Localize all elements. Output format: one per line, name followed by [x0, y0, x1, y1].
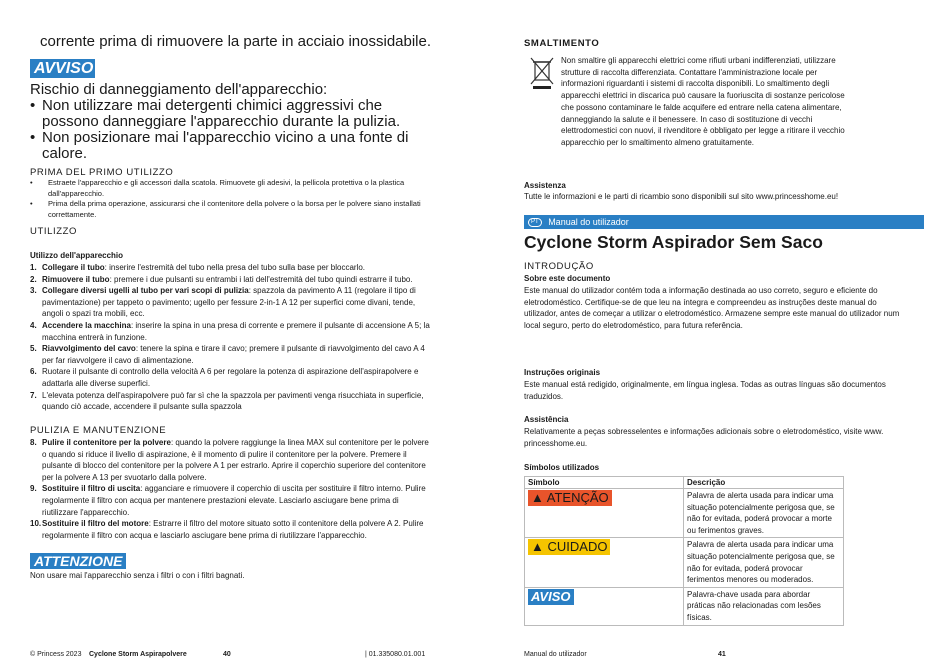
- list-item: 7. L'elevata potenza dell'aspirapolvere può far sì che la spazzola per pavimenti venga risucchiata in superficie, quando ciò accade, accendere il pulsante sulla spazzola: [30, 390, 424, 412]
- list-item: • Non posizionare mai l'apparecchio vicino a una fonte di calore.: [30, 129, 409, 162]
- list-item: 1. Collegare il tubo: inserire l'estremità del tubo nella presa del tubo sulla base per bloccarlo.: [30, 263, 366, 272]
- assistenza-heading: Assistenza: [524, 181, 566, 190]
- use-heading: UTILIZZO: [30, 226, 78, 237]
- list-item: • Non utilizzare mai detergenti chimici aggressivi che possono danneggiare l'apparecchio durante la pulizia.: [30, 97, 401, 130]
- atencao-badge: ▲ ATENÇÃO: [528, 490, 612, 506]
- list-item: • Estraete l'apparecchio e gli accessori dalla scatola. Rimuovete gli adesivi, la pellicola protettiva o la plastica dall'apparecchio.: [30, 178, 405, 198]
- avviso-label: AVVISO: [30, 59, 95, 78]
- clean-list: [30, 437, 430, 541]
- about-heading: Sobre este documento: [524, 274, 611, 283]
- about-text: Este manual do utilizador contém toda a informação destinada ao uso correto, seguro e eficiente do eletrodoméstico. Certifique-se de que leu na íntegra e compreendeu as instruções deste manual do utilizador, antes de começar a utilizar o eletrodoméstico. Armazene sempre este manual do utilizador num local seguro, perto do eletrodoméstico, para futura referência.: [524, 286, 900, 330]
- list-item: 5. Riavvolgimento del cavo: tenere la spina e tirare il cavo; premere il pulsante di riavvolgimento del cavo A 4 per far riavvolgere il cavo di alimentazione.: [30, 344, 425, 365]
- crossed-bin-icon: [529, 56, 555, 90]
- banner-label: Manual do utilizador: [548, 217, 629, 227]
- list-item: 8. Pulire il contenitore per la polvere: quando la polvere raggiunge la linea MAX sul contenitore per le polvere o quando si riduce il livello di aspirazione, è il momento di pulire il contenitore per la polvere. Premere il pulsante di blocco del contenitore per la polvere A 1 per estrarlo. Aprire il coperchio superiore del contenitore per la polvere A 13 per svuotarlo dalla polvere.: [30, 438, 429, 482]
- footer-page-right: 41: [718, 651, 726, 658]
- attenzione-label: ATTENZIONE: [30, 553, 126, 569]
- list-item: 2. Rimuovere il tubo: premere i due pulsanti su entrambi i lati dell'estremità del tubo quindi estrarre il tubo.: [30, 274, 413, 284]
- cuidado-badge: ▲ CUIDADO: [528, 539, 610, 555]
- intro-line: corrente prima di rimuovere la parte in acciaio inossidabile.: [40, 33, 432, 50]
- warning-triangle-icon: ▲: [531, 539, 544, 555]
- list-item: 10. Sostituire il filtro del motore: Estrarre il filtro del motore situato sotto il contenitore della polvere A 2. Pulire regolarmente il filtro con acqua e lasciarlo asciugare bene prima di riutilizzare l'apparecchio.: [30, 519, 424, 540]
- page-title: Cyclone Storm Aspirador Sem Saco: [524, 232, 823, 252]
- footer-product: Cyclone Storm Aspirapolvere: [89, 651, 187, 658]
- assistenza-text: Tutte le informazioni e le parti di ricambio sono disponibili sul sito www.princesshome.eu!: [524, 192, 839, 201]
- smaltimento-text: Non smaltire gli apparecchi elettrici come rifiuti urbani indifferenziati, utilizzare strutture di raccolta differenziata. Contattare l'amministrazione locale per informazioni riguardanti i sistemi di raccolta disponibili. Lo smaltimento degli apparecchi elettrici in discarica può causare la fuoriuscita di sostanze pericolose che possono contaminare le falde acquifere ed entrare nella catena alimentare, danneggiando la salute e il benessere. In caso di sostituzione di vecchi elettrodomestici con nuovi, il rivenditore è obbligato per legge a ritirare il vecchio apparecchio per lo smaltimento almeno gratuitamente.: [561, 56, 845, 147]
- footer-manual-label: Manual do utilizador: [524, 651, 587, 658]
- use-subheading: Utilizzo dell'apparecchio: [30, 251, 124, 260]
- symbols-heading: Símbolos utilizados: [524, 463, 600, 472]
- list-item: • Prima della prima operazione, assicurarsi che il contenitore della polvere o la borsa per le polvere siano installati correttamente.: [30, 199, 421, 219]
- orig-text: Este manual está redigido, originalmente, em língua inglesa. Todas as outras línguas são documentos traduzidos.: [524, 380, 886, 401]
- list-item: 4. Accendere la macchina: inserire la spina in una presa di corrente e premere il pulsante di accensione A 5; la macchina entrerà in funzione.: [30, 320, 430, 342]
- first-use-list: [30, 178, 430, 220]
- table-header: Símbolo: [525, 477, 684, 489]
- pt-tag: PT: [528, 218, 542, 227]
- first-use-heading: PRIMA DEL PRIMO UTILIZZO: [30, 167, 174, 178]
- table-row: AVISO Palavra-chave usada para abordar práticas não relacionadas com lesões físicas.: [525, 587, 844, 625]
- avviso-badge: [30, 59, 95, 78]
- assistencia-text: Relativamente a peças sobresselentes e informações adicionais sobre o eletrodoméstico, visite www. princesshome.eu.: [524, 427, 884, 448]
- language-banner: [524, 215, 924, 229]
- table-header-row: [525, 477, 844, 489]
- warning-triangle-icon: ▲: [531, 490, 544, 505]
- use-list: [30, 262, 430, 413]
- avviso-title: Rischio di danneggiamento dell'apparecchio:: [30, 81, 328, 98]
- avviso-block: [30, 82, 430, 162]
- aviso-badge: AVISO: [528, 589, 574, 605]
- list-item: 9. Sostituire il filtro di uscita: agganciare e rimuovere il coperchio di uscita per sostituire il filtro interno. Pulire regolarmente il filtro con acqua per mantenere prestazioni elevate. Lasciarlo asciugare bene prima di riutilizzare l'apparecchio.: [30, 484, 426, 517]
- attenzione-text: Non usare mai l'apparecchio senza i filtri o con i filtri bagnati.: [30, 571, 245, 580]
- clean-heading: PULIZIA E MANUTENZIONE: [30, 425, 167, 436]
- smaltimento-heading: SMALTIMENTO: [524, 38, 600, 49]
- footer-page-left: 40: [223, 651, 231, 658]
- assistencia-heading: Assistência: [524, 415, 569, 424]
- table-row: ▲ CUIDADO Palavra de alerta usada para indicar uma situação potencialmente perigosa que, se não for evitada, poderá provocar ferimentos menores ou moderados.: [525, 538, 844, 587]
- list-item: 6. Ruotare il pulsante di controllo della velocità A 6 per regolare la potenza di aspirazione dell'aspirapolvere e adattarla alle diverse superfici.: [30, 367, 419, 388]
- orig-heading: Instruções originais: [524, 368, 601, 377]
- symbols-table: [524, 476, 844, 626]
- attenzione-badge: [30, 553, 126, 571]
- table-row: ▲ ATENÇÃO Palavra de alerta usada para indicar uma situação potencialmente perigosa que, se não for evitada, poderá provocar a morte ou ferimentos graves.: [525, 489, 844, 538]
- intro-heading: INTRODUÇÃO: [524, 261, 594, 272]
- footer-doc-code: | 01.335080.01.001: [365, 651, 426, 658]
- footer-brand: © Princess 2023: [30, 651, 82, 658]
- list-item: 3. Collegare diversi ugelli al tubo per vari scopi di pulizia: spazzola da pavimento A 11 (regolare il tipo di pavimentazione) per tappeto o pavimento; ugello per fessure 2-in-1 A 12 per superfici come divani, tende, angoli o spazi tra mobili, ecc.: [30, 286, 416, 319]
- table-header: Descrição: [684, 477, 844, 489]
